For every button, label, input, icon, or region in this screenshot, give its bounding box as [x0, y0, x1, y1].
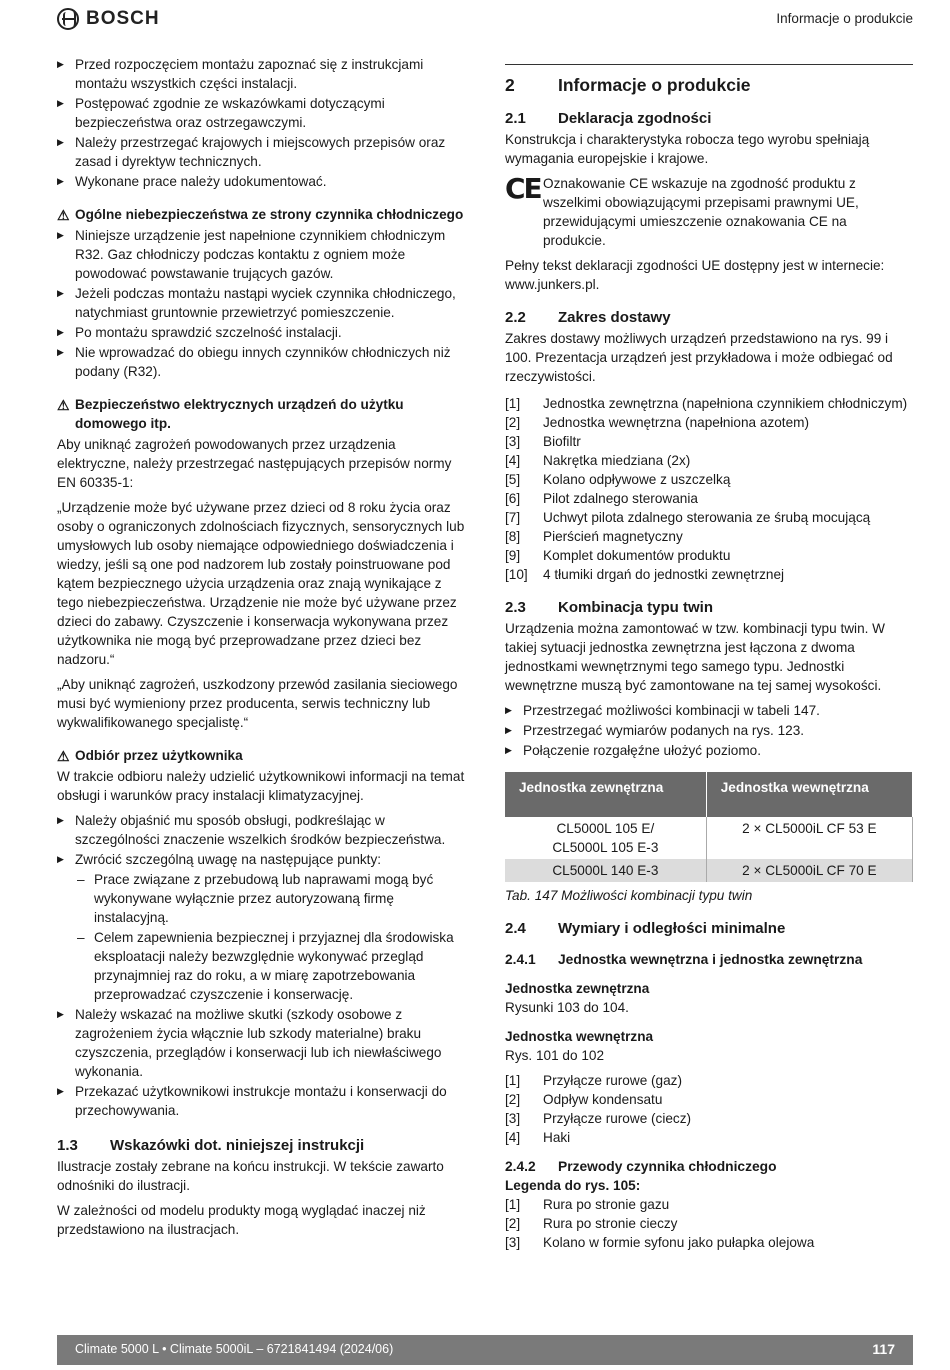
- bullet-item: ▶ Jeżeli podczas montażu nastąpi wyciek czynnika chłodniczego, natychmiast gruntownie przewietrzyć pomieszczenie.: [57, 284, 465, 322]
- bullet-item: ▶ Nie wprowadzać do obiegu innych czynników chłodniczych niż podany (R32).: [57, 343, 465, 381]
- list-item: [9] Komplet dokumentów produktu: [505, 548, 731, 563]
- list-item: [1] Rura po stronie gazu: [505, 1197, 670, 1212]
- page-footer: [57, 1335, 913, 1365]
- section-number: 1.3: [57, 1137, 78, 1154]
- section-title: Informacje o produkcie: [776, 11, 913, 26]
- list-item: [3] Przyłącze rurowe (ciecz): [505, 1111, 692, 1126]
- paragraph: Ilustracje zostały zebrane na końcu instrukcji. W tekście zawarto odnośniki do ilustracji.: [57, 1159, 444, 1193]
- list-item: [4] Haki: [505, 1130, 571, 1145]
- list-item: [6] Pilot zdalnego sterowania: [505, 491, 698, 506]
- bullet-item: ▶ Należy wskazać na możliwe skutki (szkody osobowe z zagrożeniem życia włącznie lub szkody materialne) braku czyszczenia, przeglądów i konserwacji lub ich niewłaściwego wykonania.: [57, 1005, 465, 1081]
- bullet-item: ▶ Przed rozpoczęciem montażu zapoznać się z instrukcjami montażu wszystkich części instalacji.: [57, 55, 465, 93]
- paragraph: Rysunki 103 do 104.: [505, 1000, 629, 1015]
- page-header: [0, 0, 950, 40]
- list-item: [1] Przyłącze rurowe (gaz): [505, 1073, 682, 1088]
- bullet-item: ▶ Przekazać użytkownikowi instrukcje montażu i konserwacji do przechowywania.: [57, 1082, 465, 1120]
- chapter-heading: [505, 76, 913, 95]
- section-number: 2.4: [505, 920, 526, 937]
- paragraph: Urządzenia można zamontować w tzw. kombinacji typu twin. W takiej sytuacji jednostka zewnętrzna jest łączona z dwoma jednostkami wewnętrznymi tego samego typu. Jednostki wewnętrzne muszą być zamontowane na tej samej wysokości.: [505, 621, 886, 693]
- page-number: 117: [872, 1341, 895, 1357]
- sub-label: Jednostka zewnętrzna: [505, 981, 650, 996]
- warning-heading: [57, 205, 465, 224]
- bullet-item: ▶ Połączenie rozgałęźne ułożyć poziomo.: [505, 741, 913, 760]
- subsection-title: Przewody czynnika chłodniczego: [558, 1159, 777, 1174]
- subsection-number: 2.4.1: [505, 952, 536, 967]
- table-header: Jednostka zewnętrzna: [505, 772, 706, 817]
- bosch-logo: [57, 8, 160, 30]
- warning-heading: [57, 395, 465, 433]
- left-column: [57, 55, 465, 1245]
- dash-item: – Prace związane z przebudową lub naprawami mogą być wykonywane wyłącznie przez autoryzowaną firmę instalacyjną.: [57, 870, 465, 927]
- table-cell: CL5000L 140 E-3: [505, 859, 706, 882]
- chapter-title: Informacje o produkcie: [558, 75, 751, 95]
- subsection-title: Jednostka wewnętrzna i jednostka zewnętrzna: [558, 952, 863, 967]
- subsection-number: 2.4.2: [505, 1159, 536, 1174]
- warning-triangle-icon: ⚠: [57, 748, 70, 764]
- table-caption: Tab. 147 Możliwości kombinacji typu twin: [505, 888, 753, 903]
- paragraph: Pełny tekst deklaracji zgodności UE dostępny jest w internecie: www.junkers.pl.: [505, 258, 885, 292]
- section-title: Wymiary i odległości minimalne: [558, 920, 786, 937]
- subsection-heading: [505, 950, 913, 969]
- list-item: [2] Jednostka wewnętrzna (napełniona azotem): [505, 415, 809, 430]
- section-heading: [505, 109, 913, 128]
- list-item: [5] Kolano odpływowe z uszczelką: [505, 472, 731, 487]
- list-item: [3] Kolano w formie syfonu jako pułapka olejowa: [505, 1235, 815, 1250]
- list-item: [8] Pierścień magnetyczny: [505, 529, 683, 544]
- table-row: [505, 817, 913, 859]
- paragraph: „Urządzenie może być używane przez dzieci od 8 roku życia oraz osoby o ograniczonych zdolnościach fizycznych, sensorycznych lub umysłowych lub osoby niemające odpowiedniego doświadczenia i wiedzy, jeśli są one pod nadzorem lub zostały poinstruowane pod kątem bezpiecznego użycia urządzenia oraz znają wynikające z tego niebezpieczeństwa. Urządzenie nie może być używane przez dzieci do zabawy. Czyszczenie i konserwacja wykonywana przez użytkownika nie mogą być przeprowadzane przez dzieci bez nadzoru.“: [57, 500, 465, 667]
- list-item: [1] Jednostka zewnętrzna (napełniona czynnikiem chłodniczym): [505, 396, 908, 411]
- ce-mark-icon: CE: [505, 172, 541, 205]
- bullet-item: ▶ Przestrzegać możliwości kombinacji w tabeli 147.: [505, 701, 913, 720]
- list-item: [3] Biofiltr: [505, 434, 581, 449]
- bosch-armature-icon: [57, 8, 79, 30]
- paragraph: „Aby uniknąć zagrożeń, uszkodzony przewód zasilania sieciowego musi być wymieniony przez producenta, serwis techniczny lub wykwalifikowanego specjalistę.“: [57, 677, 458, 730]
- paragraph: Konstrukcja i charakterystyka robocza tego wyrobu spełniają wymagania europejskie i krajowe.: [505, 132, 870, 166]
- section-number: 2.3: [505, 599, 526, 616]
- warning-title: Bezpieczeństwo elektrycznych urządzeń do użytku domowego itp.: [75, 397, 404, 431]
- ce-notice: [505, 174, 913, 250]
- warning-triangle-icon: ⚠: [57, 397, 70, 413]
- warning-heading: [57, 746, 465, 765]
- dimension-legend-list: [505, 1071, 913, 1147]
- delivery-list: [505, 394, 913, 584]
- paragraph: W trakcie odbioru należy udzielić użytkownikowi informacji na temat obsługi i warunków pracy instalacji klimatyzacyjnej.: [57, 769, 465, 803]
- section-title: Zakres dostawy: [558, 309, 671, 326]
- bullet-item: ▶ Należy objaśnić mu sposób obsługi, podkreślając w szczególności znaczenie wszelkich środków bezpieczeństwa.: [57, 811, 465, 849]
- sub-label: Jednostka wewnętrzna: [505, 1029, 654, 1044]
- bullet-item: ▶ Niniejsze urządzenie jest napełnione czynnikiem chłodniczym R32. Gaz chłodniczy podczas kontaktu z ogniem może powodować powstawanie trujących gazów.: [57, 226, 465, 283]
- chapter-rule: [505, 64, 913, 65]
- list-item: [10] 4 tłumiki drgań do jednostki zewnętrznej: [505, 567, 785, 582]
- bullet-item: ▶ Należy przestrzegać krajowych i miejscowych przepisów oraz zasad i dyrektyw technicznych.: [57, 133, 465, 171]
- table-row: [505, 859, 913, 882]
- section-heading: [57, 1136, 465, 1155]
- table-cell: CL5000L 105 E/ CL5000L 105 E-3: [505, 817, 706, 859]
- footer-text: Climate 5000 L • Climate 5000iL – 6721841494 (2024/06): [75, 1342, 394, 1356]
- bullet-item: ▶ Wykonane prace należy udokumentować.: [57, 172, 465, 191]
- refrigerant-legend-list: [505, 1195, 913, 1252]
- ce-text: Oznakowanie CE wskazuje na zgodność produktu z wszelkimi obowiązującymi przepisami prawnymi UE, przewidującymi umieszczenie oznakowania CE na produkcie.: [543, 176, 859, 248]
- bullet-item: ▶ Przestrzegać wymiarów podanych na rys. 123.: [505, 721, 913, 740]
- subsection-heading: [505, 1157, 913, 1176]
- warning-title: Ogólne niebezpieczeństwa ze strony czynnika chłodniczego: [75, 207, 464, 222]
- bullet-item: ▶ Po montażu sprawdzić szczelność instalacji.: [57, 323, 465, 342]
- chapter-number: 2: [505, 75, 515, 95]
- paragraph: Aby uniknąć zagrożeń powodowanych przez urządzenia elektryczne, należy przestrzegać następujących przepisów normy EN 60335-1:: [57, 437, 452, 490]
- table-cell: 2 × CL5000iL CF 53 E: [706, 817, 912, 859]
- section-number: 2.2: [505, 309, 526, 326]
- bullet-item: ▶ Postępować zgodnie ze wskazówkami dotyczącymi bezpieczeństwa oraz ostrzegawczymi.: [57, 94, 465, 132]
- table-header: Jednostka wewnętrzna: [706, 772, 912, 817]
- section-heading: [505, 598, 913, 617]
- table-cell: 2 × CL5000iL CF 70 E: [706, 859, 912, 882]
- section-title: Deklaracja zgodności: [558, 110, 712, 127]
- legend-title: Legenda do rys. 105:: [505, 1178, 641, 1193]
- section-title: Wskazówki dot. niniejszej instrukcji: [110, 1137, 365, 1154]
- paragraph: Zakres dostawy możliwych urządzeń przedstawiono na rys. 99 i 100. Prezentacja urządzeń jest przykładowa i może odbiegać od rzeczywistości.: [505, 331, 893, 384]
- warning-title: Odbiór przez użytkownika: [75, 748, 243, 763]
- warning-triangle-icon: ⚠: [57, 207, 70, 223]
- list-item: [2] Rura po stronie cieczy: [505, 1216, 678, 1231]
- paragraph: Rys. 101 do 102: [505, 1048, 604, 1063]
- paragraph: W zależności od modelu produkty mogą wyglądać inaczej niż przedstawiono na ilustracjach.: [57, 1203, 426, 1237]
- section-heading: [505, 308, 913, 327]
- section-heading: [505, 919, 913, 938]
- twin-combination-table: [505, 772, 913, 882]
- brand-name: BOSCH: [86, 8, 160, 29]
- list-item: [2] Odpływ kondensatu: [505, 1092, 663, 1107]
- section-title: Kombinacja typu twin: [558, 599, 714, 616]
- right-column: [505, 55, 913, 1256]
- bullet-item: ▶ Zwrócić szczególną uwagę na następujące punkty:: [57, 850, 465, 869]
- table-header-row: [505, 772, 913, 817]
- dash-item: – Celem zapewnienia bezpiecznej i przyjaznej dla środowiska eksploatacji należy bezwzględnie wykonywać przegląd przynajmniej raz do roku, a w miarę zapotrzebowania przeprowadzać czyszczenie i konserwację.: [57, 928, 465, 1004]
- list-item: [4] Nakrętka miedziana (2x): [505, 453, 691, 468]
- list-item: [7] Uchwyt pilota zdalnego sterowania ze śrubą mocującą: [505, 510, 871, 525]
- section-number: 2.1: [505, 110, 526, 127]
